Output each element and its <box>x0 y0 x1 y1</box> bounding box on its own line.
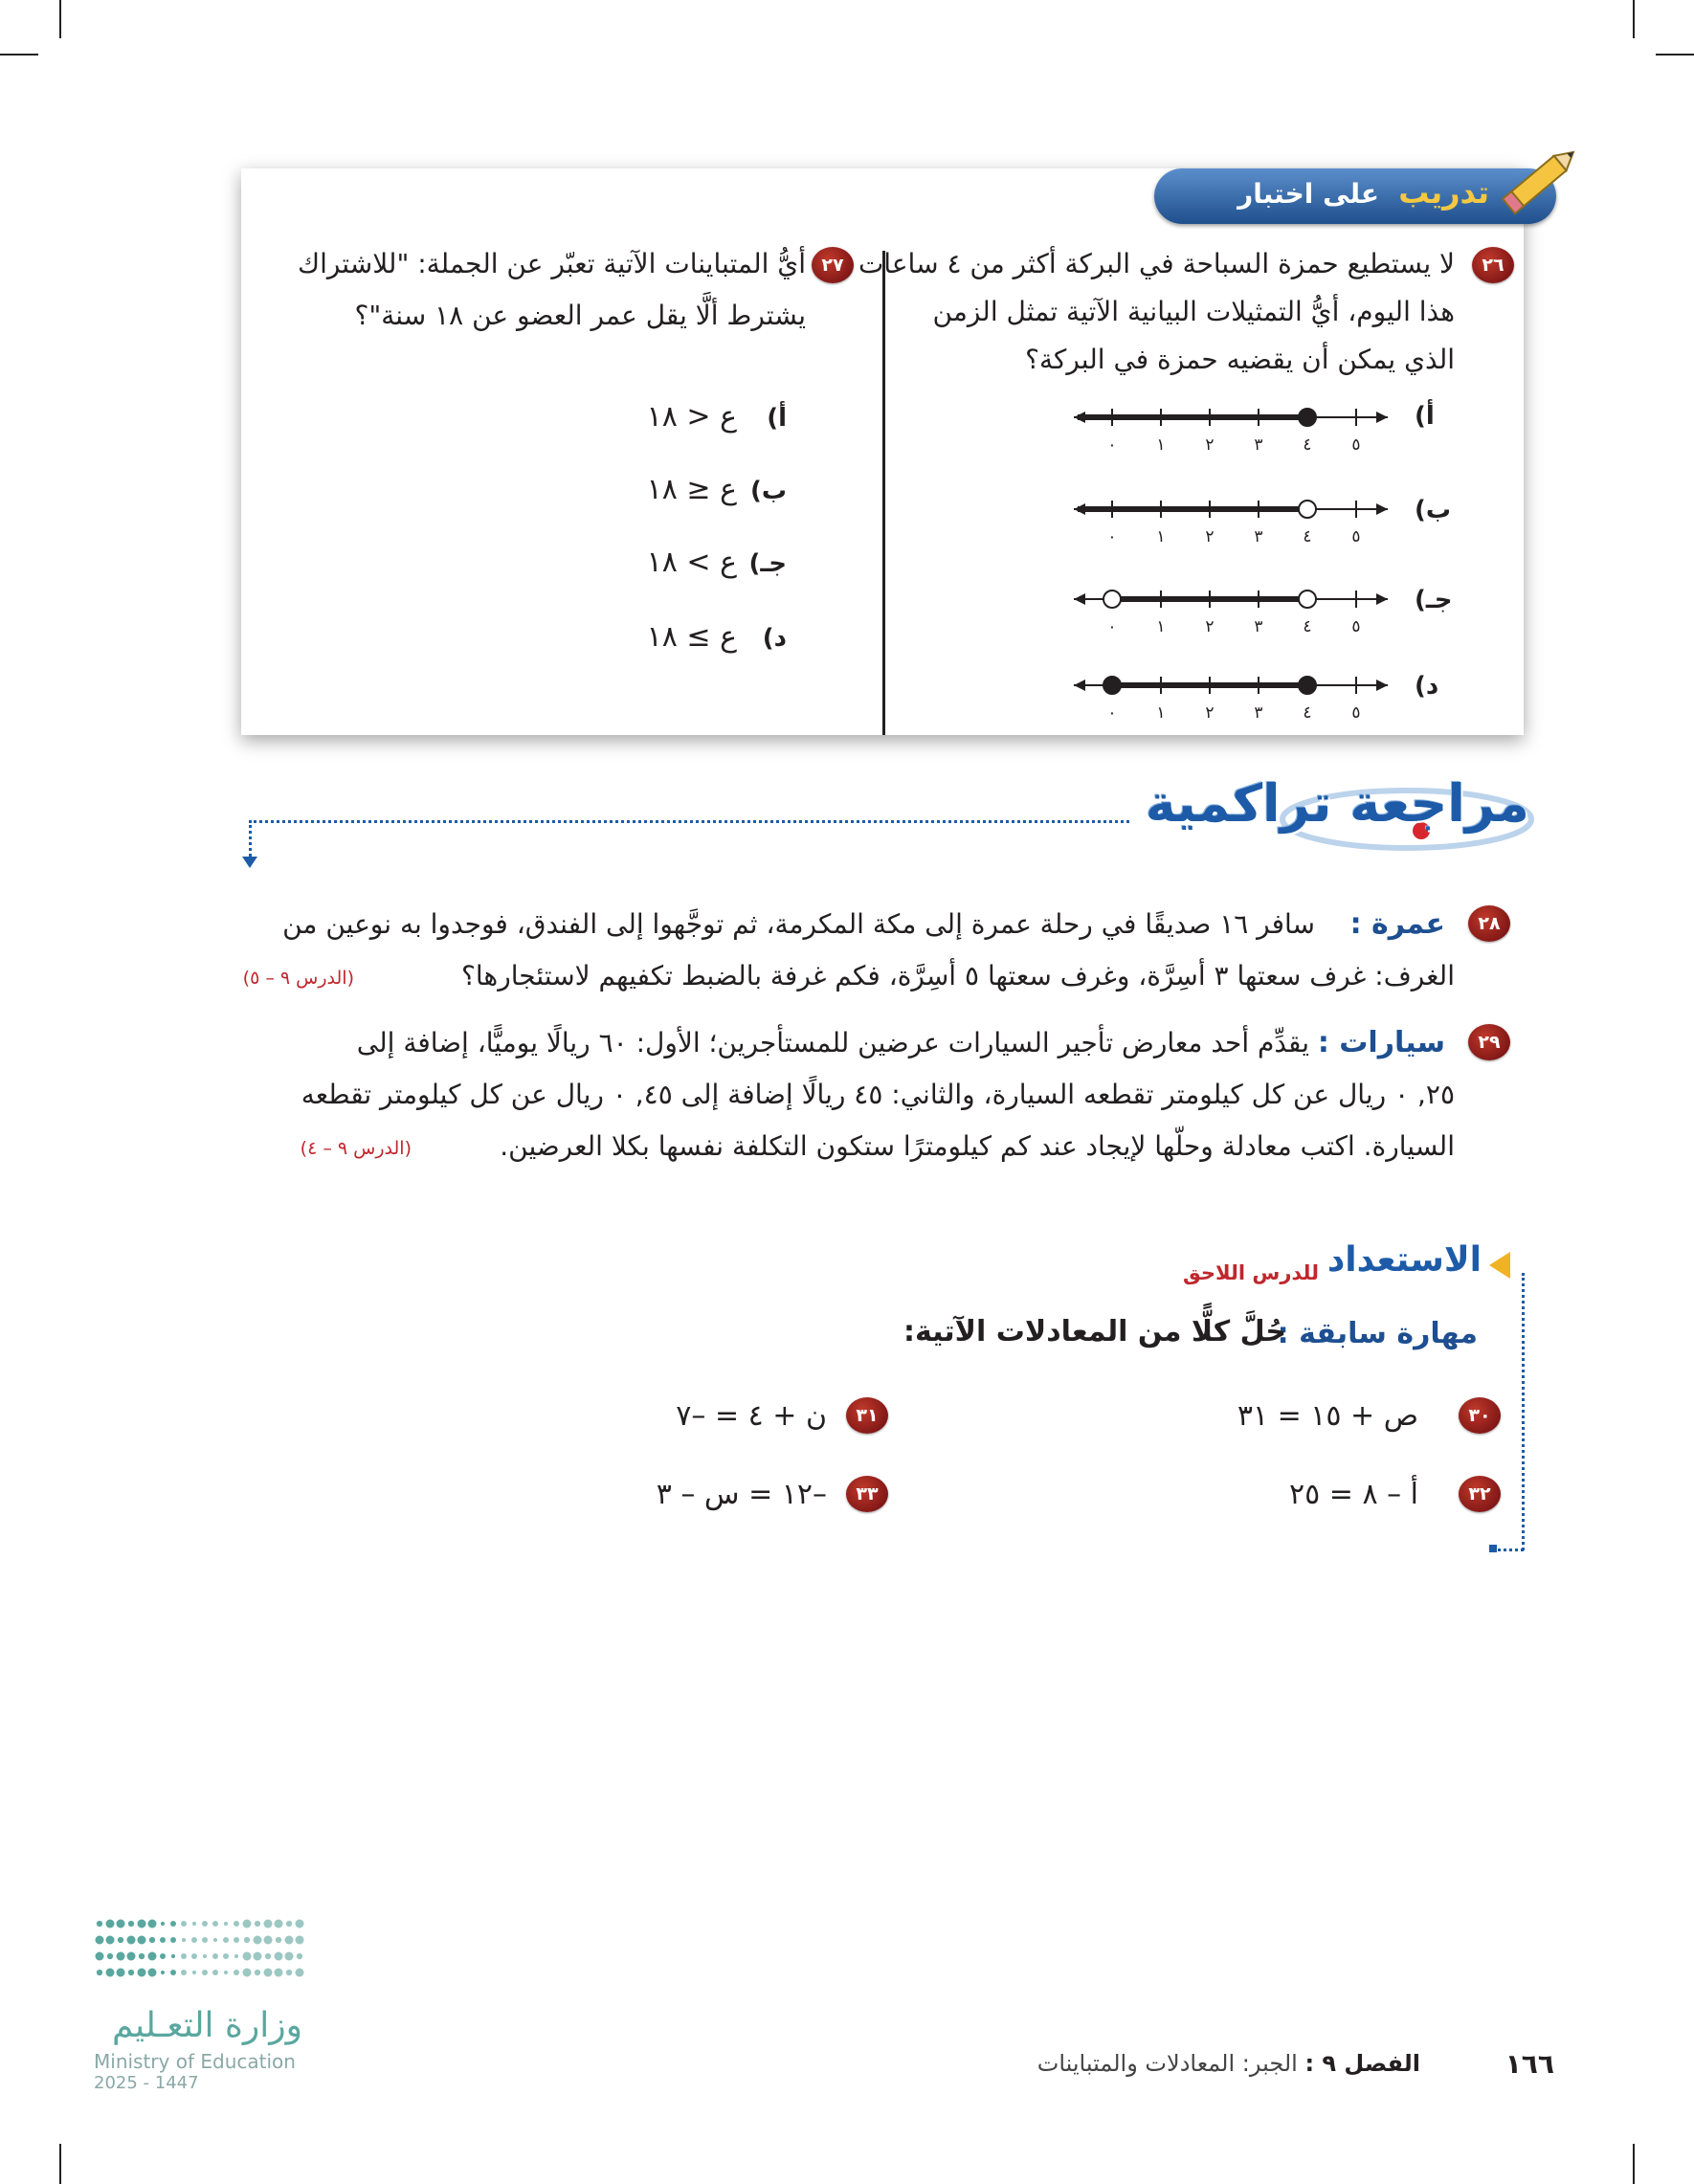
number-line-tick-label: ٠ <box>1107 435 1117 455</box>
logo-dot <box>275 1969 283 1977</box>
logo-dot <box>149 1937 155 1943</box>
logo-dot <box>128 1921 134 1927</box>
logo-dot <box>138 1969 146 1977</box>
logo-dot <box>276 1937 281 1943</box>
number-line-left-arrow <box>1074 680 1085 691</box>
logo-dot <box>234 1970 239 1975</box>
number-line-tick-label: ١ <box>1156 617 1166 636</box>
q26-option-a-label: أ) <box>1415 402 1435 431</box>
logo-dot <box>286 1921 292 1927</box>
number-line-tick-label: ٢ <box>1205 527 1215 546</box>
number-line-tick-label: ٢ <box>1205 435 1215 455</box>
logo-dot <box>285 1936 294 1945</box>
column-divider <box>882 251 885 735</box>
number-line-left-arrow <box>1074 593 1085 605</box>
crop-mark <box>1633 0 1635 38</box>
q27-option-a-label: أ) <box>767 404 787 433</box>
p33-expr: –١٢ = س – ٣ <box>656 1478 827 1511</box>
logo-dot <box>202 1921 208 1927</box>
logo-dot <box>296 1936 304 1945</box>
q27-option-b-expr: ع ≤ ١٨ <box>646 473 737 506</box>
logo-dot <box>181 1921 187 1927</box>
p32-number-badge: ٣٢ <box>1459 1476 1501 1512</box>
q29-lesson-ref: (الدرس ٩ – ٤) <box>300 1138 412 1159</box>
logo-dot <box>117 1969 125 1977</box>
number-line-right-arrow <box>1376 412 1388 423</box>
logo-dot <box>223 1937 229 1943</box>
logo-dot <box>275 1952 283 1961</box>
number-line-tick-label: ٤ <box>1303 435 1312 455</box>
number-line-tick-label: ٣ <box>1254 435 1263 455</box>
logo-dot <box>160 1953 166 1959</box>
q27-option-d-expr: ع ≥ ١٨ <box>646 620 737 654</box>
number-line-tick-label: ٥ <box>1351 435 1361 455</box>
logo-dot <box>117 1920 125 1928</box>
logo-arabic: وزارة التعـليم <box>112 2006 302 2045</box>
p31-expr: ن + ٤ = –٧ <box>676 1399 827 1433</box>
q27-number-badge: ٢٧ <box>812 247 854 283</box>
logo-dot <box>265 1953 271 1959</box>
number-line-tick-label: ٢ <box>1205 703 1215 723</box>
logo-dot <box>244 1937 250 1943</box>
review-dotted-rule <box>249 820 1129 823</box>
logo-dot <box>275 1920 283 1928</box>
cumulative-review-title: مراجعة تراكمية <box>1145 773 1529 834</box>
triangle-marker-icon <box>1489 1252 1510 1279</box>
q29-line-2: ٢٥, ٠ ريال عن كل كيلومتر تقطعه السيارة، والثاني: ٤٥ ريالًا إضافة إلى ٤٥, ٠ ريال عن كل كيلومتر تقطعه <box>301 1079 1455 1110</box>
logo-dot <box>170 1970 176 1975</box>
q26-line-2: هذا اليوم، أيُّ التمثيلات البيانية الآتية تمثل الزمن <box>932 296 1455 327</box>
q26-option-d-label: د) <box>1415 672 1439 701</box>
logo-dot <box>192 1971 196 1974</box>
logo-dot <box>192 1922 196 1926</box>
number-line-tick-label: ٣ <box>1254 703 1263 723</box>
readiness-instruction: حُلَّ كلًّا من المعادلات الآتية: <box>903 1315 1286 1348</box>
logo-dot <box>106 1969 115 1977</box>
logo-dot <box>160 1937 166 1943</box>
logo-dot <box>243 1952 252 1961</box>
number-line-tick-label: ٥ <box>1351 703 1361 723</box>
logo-dot <box>148 1952 157 1961</box>
logo-dot <box>212 1970 218 1975</box>
logo-dot <box>202 1937 208 1943</box>
logo-dot <box>224 1922 228 1926</box>
logo-dot <box>128 1970 134 1975</box>
logo-dot <box>264 1920 273 1928</box>
number-line-tick-label: ٤ <box>1303 527 1312 546</box>
p33-number-badge: ٣٣ <box>846 1476 888 1512</box>
q28-number-badge: ٢٨ <box>1468 905 1510 942</box>
number-line-right-endpoint <box>1299 501 1316 518</box>
q26-option-c-label: جـ) <box>1415 586 1453 614</box>
logo-dot <box>97 1970 102 1975</box>
q26-number-lines <box>1053 383 1407 737</box>
number-line-right-arrow <box>1376 503 1388 515</box>
logo-dot <box>286 1970 292 1975</box>
logo-dot <box>243 1920 252 1928</box>
logo-dot <box>255 1970 260 1975</box>
logo-dot <box>138 1936 146 1945</box>
logo-dot <box>181 1953 187 1959</box>
q28-line-1: سافر ١٦ صديقًا في رحلة عمرة إلى مكة المكرمة، ثم توجَّهوا إلى الفندق، فوجدوا به نوعين من <box>282 908 1315 940</box>
logo-dot <box>285 1952 294 1961</box>
arrow-down-icon <box>242 857 257 868</box>
logo-dot <box>212 1921 218 1927</box>
chapter-title: الجبر: المعادلات والمتباينات <box>1036 2050 1298 2077</box>
number-line-right-arrow <box>1376 680 1388 691</box>
logo-year: 2025 - 1447 <box>94 2073 199 2093</box>
crop-mark <box>1656 54 1694 56</box>
q29-line-3: السيارة. اكتب معادلة وحلّها لإيجاد عند كم كيلومترًا ستكون التكلفة نفسها بكلا العرضين. <box>500 1130 1455 1162</box>
banner-title-part1: تدريب <box>1398 174 1489 211</box>
chapter-info <box>1037 2050 1420 2077</box>
logo-dot <box>191 1937 197 1943</box>
logo-dot <box>296 1969 304 1977</box>
number-line-tick-label: ١ <box>1156 703 1166 723</box>
logo-dot <box>117 1952 125 1961</box>
p31-number-badge: ٣١ <box>846 1397 888 1434</box>
logo-dot <box>203 1954 207 1958</box>
number-line-tick-label: ٠ <box>1107 617 1117 636</box>
q28-lesson-ref: (الدرس ٩ – ٥) <box>242 968 354 989</box>
q27-line-1: أيُّ المتباينات الآتية تعبّر عن الجملة: "للاشتراك <box>297 248 806 279</box>
p30-number-badge: ٣٠ <box>1459 1397 1501 1434</box>
banner-title-part2: على اختبار <box>1237 178 1379 210</box>
crop-mark <box>59 2144 61 2184</box>
logo-dot <box>223 1953 229 1959</box>
logo-dot <box>161 1971 165 1974</box>
logo-dot <box>182 1938 186 1942</box>
logo-dot <box>138 1920 146 1928</box>
logo-dot <box>161 1922 165 1926</box>
q29-line-1: يقدِّم أحد معارض تأجير السيارات عرضين للمستأجرين؛ الأول: ٦٠ ريالًا يوميًّا، إضافة إلى <box>356 1027 1309 1059</box>
p30-expr: ص + ١٥ = ٣١ <box>1237 1399 1418 1433</box>
logo-dot <box>224 1971 228 1974</box>
q26-line-1: لا يستطيع حمزة السباحة في البركة أكثر من ٤ ساعات <box>858 248 1455 279</box>
ministry-logo-dots <box>92 1914 312 1991</box>
number-line-tick-label: ١ <box>1156 435 1166 455</box>
logo-dot <box>170 1921 176 1927</box>
q28-keyword: عمرة : <box>1349 907 1445 941</box>
number-line-right-endpoint <box>1299 409 1316 426</box>
readiness-dotted-rule-bottom <box>1493 1549 1524 1551</box>
logo-dot <box>96 1952 104 1961</box>
crop-mark <box>59 0 61 38</box>
logo-dot <box>234 1937 239 1943</box>
logo-dot <box>181 1970 187 1975</box>
number-line-tick-label: ٥ <box>1351 527 1361 546</box>
skill-label: مهارة سابقة : <box>1277 1317 1478 1350</box>
logo-dot <box>212 1953 218 1959</box>
number-line-right-arrow <box>1376 593 1388 605</box>
number-line-right-endpoint <box>1299 591 1316 608</box>
crop-mark <box>0 54 38 56</box>
q26-line-3: الذي يمكن أن يقضيه حمزة في البركة؟ <box>1025 344 1455 375</box>
logo-dot <box>106 1920 115 1928</box>
logo-dot <box>97 1921 102 1927</box>
q27-option-c-expr: ع > ١٨ <box>646 546 737 579</box>
number-line-tick-label: ٣ <box>1254 527 1263 546</box>
pencil-icon <box>1493 134 1589 230</box>
number-line-left-endpoint <box>1103 677 1121 694</box>
logo-dot <box>202 1970 208 1975</box>
q29-keyword: سيارات : <box>1317 1026 1445 1059</box>
logo-dot <box>243 1969 252 1977</box>
logo-dot <box>296 1920 304 1928</box>
logo-dot <box>127 1952 136 1961</box>
number-line-right-endpoint <box>1299 677 1316 694</box>
logo-dot <box>255 1921 260 1927</box>
logo-dot <box>148 1969 157 1977</box>
p32-expr: أ – ٨ = ٢٥ <box>1289 1478 1418 1511</box>
logo-dot <box>171 1954 175 1958</box>
review-dotted-rule-vertical <box>249 820 252 857</box>
chapter-label: الفصل ٩ : <box>1304 2050 1420 2077</box>
logo-english: Ministry of Education <box>94 2050 296 2073</box>
q27-option-d-label: د) <box>762 624 787 653</box>
logo-dot <box>170 1937 176 1943</box>
number-line-left-endpoint <box>1103 591 1121 608</box>
readiness-dotted-rule <box>1522 1273 1525 1550</box>
q27-line-2: يشترط ألَّا يقل عمر العضو عن ١٨ سنة"؟ <box>354 300 806 331</box>
readiness-end-square <box>1489 1545 1497 1552</box>
number-line-tick-label: ٣ <box>1254 617 1263 636</box>
readiness-title: الاستعداد <box>1326 1240 1482 1280</box>
number-line-tick-label: ٠ <box>1107 703 1117 723</box>
q26-option-b-label: ب) <box>1415 496 1452 524</box>
logo-dot <box>297 1953 302 1959</box>
q27-option-b-label: ب) <box>749 477 787 505</box>
logo-dot <box>96 1936 104 1945</box>
q28-line-2: الغرف: غرف سعتها ٣ أسِرَّة، وغرف سعتها ٥ أسِرَّة، فكم غرفة بالضبط تكفيهم لاستئجارها؟ <box>461 960 1455 992</box>
logo-dot <box>234 1954 238 1958</box>
logo-dot <box>148 1920 157 1928</box>
logo-dot <box>234 1921 239 1927</box>
number-line-tick-label: ٤ <box>1303 617 1312 636</box>
number-line-tick-label: ٢ <box>1205 617 1215 636</box>
q27-option-c-label: جـ) <box>748 549 787 578</box>
crop-mark <box>1633 2144 1635 2184</box>
page-number: ١٦٦ <box>1505 2048 1554 2080</box>
logo-dot <box>264 1969 273 1977</box>
number-line-tick-label: ٤ <box>1303 703 1312 723</box>
logo-dot <box>254 1952 262 1961</box>
logo-dot <box>213 1938 217 1942</box>
logo-dot <box>107 1953 113 1959</box>
logo-dot <box>127 1936 136 1945</box>
logo-dot <box>106 1936 115 1945</box>
q27-option-a-expr: ع < ١٨ <box>646 400 737 434</box>
readiness-subtitle: للدرس اللاحق <box>1182 1261 1319 1284</box>
logo-dot <box>191 1953 197 1959</box>
number-line-tick-label: ٥ <box>1351 617 1361 636</box>
q29-number-badge: ٢٩ <box>1468 1024 1510 1060</box>
logo-dot <box>118 1937 123 1943</box>
logo-dot <box>254 1936 262 1945</box>
number-line-tick-label: ٠ <box>1107 527 1117 546</box>
logo-dot <box>264 1936 273 1945</box>
q26-number-badge: ٢٦ <box>1472 247 1514 283</box>
number-line-tick-label: ١ <box>1156 527 1166 546</box>
logo-dot <box>139 1953 145 1959</box>
